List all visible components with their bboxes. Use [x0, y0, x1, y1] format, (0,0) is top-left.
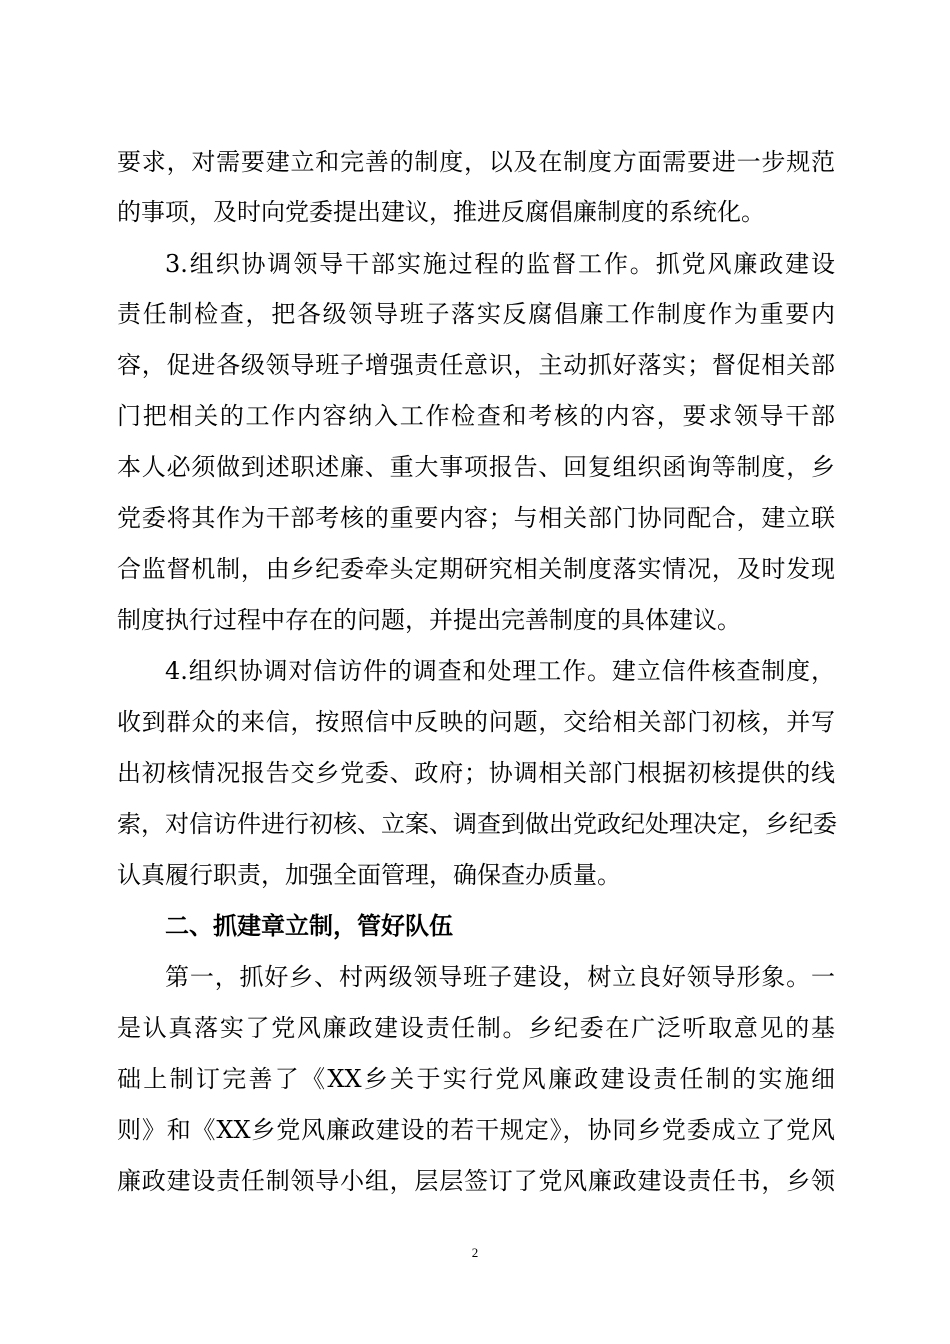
- body-line: 则》和《XX乡党风廉政建设的若干规定》，协同乡党委成立了党风: [117, 1116, 835, 1144]
- body-line: 础上制订完善了《XX乡关于实行党风廉政建设责任制的实施细: [117, 1065, 835, 1093]
- body-line: 合监督机制，由乡纪委牵头定期研究相关制度落实情况，及时发现: [117, 555, 835, 583]
- body-line: 责任制检查，把各级领导班子落实反腐倡廉工作制度作为重要内: [117, 300, 835, 328]
- body-line: 要求，对需要建立和完善的制度，以及在制度方面需要进一步规范: [117, 148, 835, 176]
- body-line: 的事项，及时向党委提出建议，推进反腐倡廉制度的系统化。: [117, 198, 765, 226]
- body-line: 是认真落实了党风廉政建设责任制。乡纪委在广泛听取意见的基: [117, 1014, 835, 1042]
- body-line: 索，对信访件进行初核、立案、调查到做出党政纪处理决定，乡纪委: [117, 810, 837, 838]
- body-line: 本人必须做到述职述廉、重大事项报告、回复组织函询等制度，乡: [117, 453, 835, 481]
- body-line: 4.组织协调对信访件的调查和处理工作。建立信件核查制度，: [165, 657, 835, 685]
- body-line: 制度执行过程中存在的问题，并提出完善制度的具体建议。: [117, 606, 741, 634]
- body-line: 党委将其作为干部考核的重要内容；与相关部门协同配合，建立联: [117, 504, 835, 532]
- section-heading: 二、抓建章立制，管好队伍: [165, 911, 453, 940]
- body-line: 认真履行职责，加强全面管理，确保查办质量。: [117, 861, 621, 889]
- body-line: 3.组织协调领导干部实施过程的监督工作。抓党风廉政建设: [165, 250, 835, 278]
- body-line: 容，促进各级领导班子增强责任意识，主动抓好落实；督促相关部: [117, 351, 835, 379]
- body-line: 第一，抓好乡、村两级领导班子建设，树立良好领导形象。一: [165, 963, 835, 991]
- body-line: 收到群众的来信，按照信中反映的问题，交给相关部门初核，并写: [117, 708, 835, 736]
- page-number: 2: [471, 1245, 479, 1260]
- body-line: 廉政建设责任制领导小组，层层签订了党风廉政建设责任书，乡领: [117, 1167, 835, 1195]
- body-line: 出初核情况报告交乡党委、政府；协调相关部门根据初核提供的线: [117, 759, 835, 787]
- body-line: 门把相关的工作内容纳入工作检查和考核的内容，要求领导干部: [117, 402, 835, 430]
